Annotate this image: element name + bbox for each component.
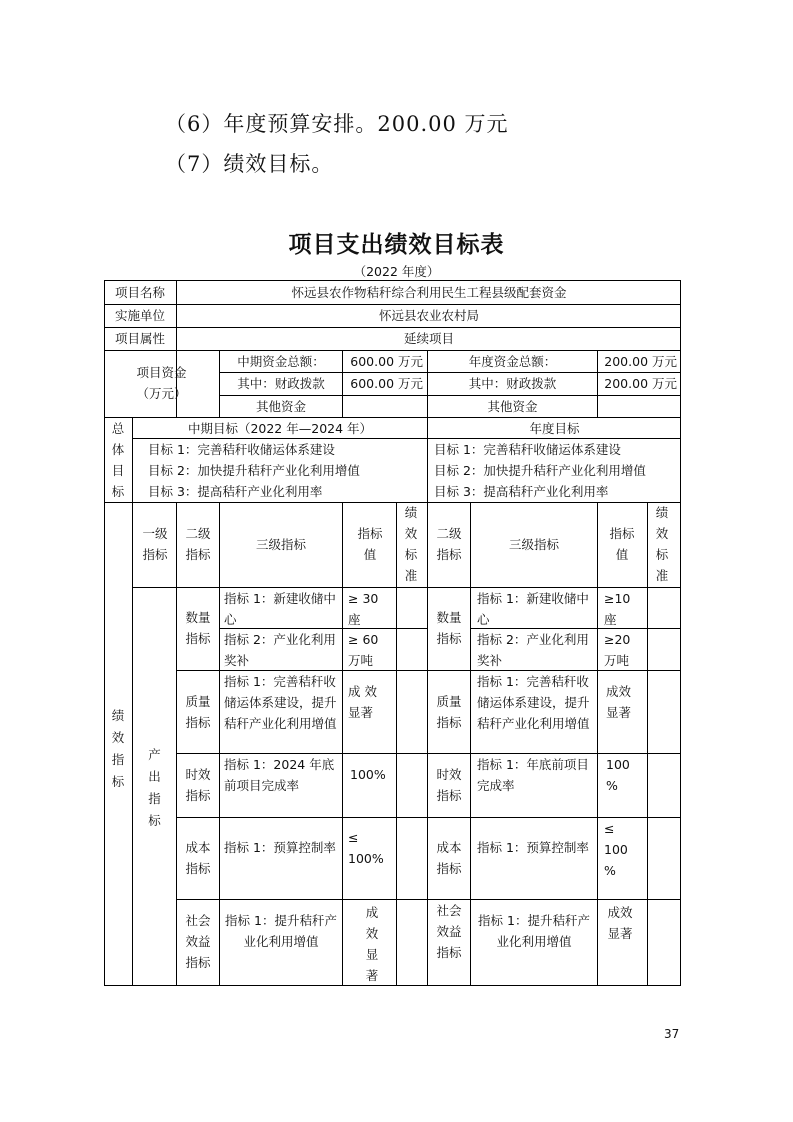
budget-paragraph: （6）年度预算安排。200.00 万元 bbox=[165, 112, 509, 136]
mid-level2-header: 二级指标 bbox=[185, 526, 211, 562]
unit-label: 实施单位 bbox=[114, 308, 165, 323]
mid-value-cell: 成 效 显 著 bbox=[365, 905, 379, 983]
goals-side-char: 目 bbox=[111, 463, 125, 478]
indicators-side-char: 标 bbox=[111, 774, 125, 789]
year-goal-header: 年度目标 bbox=[529, 421, 580, 436]
year-total-value: 200.00 万元 bbox=[604, 354, 677, 369]
indicators-side-char: 效 bbox=[111, 730, 125, 745]
unit-value: 怀远县农业农村局 bbox=[378, 308, 479, 323]
mid-value-cell: 100% bbox=[350, 767, 386, 782]
mid-level3-cell: 指标 1：提升秸秆产业化利用增值 bbox=[225, 913, 337, 949]
performance-goal-paragraph: （7）绩效目标。 bbox=[165, 152, 334, 176]
year-std-header: 绩效标准 bbox=[655, 505, 669, 583]
project-name-value: 怀远县农作物秸秆综合利用民生工程县级配套资金 bbox=[291, 285, 567, 300]
year-level3-header: 三级指标 bbox=[508, 537, 559, 552]
year-goal-item: 目标 3：提高秸秆产业化利用率 bbox=[434, 484, 609, 499]
mid-level3-cell: 指标 2：产业化利用奖补 bbox=[224, 632, 336, 668]
project-name-label: 项目名称 bbox=[114, 285, 165, 300]
mid-value-cell: ≥ 30 座 bbox=[348, 591, 379, 627]
level1-char: 指 bbox=[148, 791, 161, 806]
year-goal-item: 目标 1：完善秸秆收储运体系建设 bbox=[434, 442, 621, 457]
level1-header: 一级指标 bbox=[142, 526, 168, 562]
year-value-cell: 成效显著 bbox=[606, 684, 632, 720]
year-fiscal-value: 200.00 万元 bbox=[604, 376, 677, 391]
mid-total-label: 中期资金总额： bbox=[237, 354, 325, 369]
funds-label: 项目资金 bbox=[136, 365, 187, 380]
year-other-label: 其他资金 bbox=[487, 399, 538, 414]
mid-level2-cell: 质量指标 bbox=[185, 694, 211, 730]
mid-goal-header: 中期目标（2022 年—2024 年） bbox=[187, 421, 373, 436]
attr-value: 延续项目 bbox=[403, 331, 454, 346]
mid-level2-cell: 社会效益指标 bbox=[185, 913, 211, 970]
table-year: （2022 年度） bbox=[353, 264, 440, 279]
year-value-cell: ≥10 座 bbox=[604, 591, 631, 627]
year-value-cell: ≥20 万吨 bbox=[604, 632, 631, 668]
year-level2-cell: 质量指标 bbox=[436, 694, 462, 730]
year-level3-cell: 指标 1：年底前项目完成率 bbox=[477, 757, 589, 793]
mid-level3-cell: 指标 1：预算控制率 bbox=[224, 840, 336, 855]
level1-char: 产 bbox=[148, 747, 161, 762]
level1-char: 标 bbox=[148, 813, 161, 828]
goals-side-char: 总 bbox=[111, 421, 125, 436]
year-level2-header: 二级指标 bbox=[436, 526, 462, 562]
mid-level3-header: 三级指标 bbox=[255, 537, 306, 552]
year-goal-item: 目标 2：加快提升秸秆产业化利用增值 bbox=[434, 463, 646, 478]
mid-level3-cell: 指标 1：2024 年底前项目完成率 bbox=[224, 757, 335, 793]
mid-level2-cell: 时效指标 bbox=[185, 767, 211, 803]
year-total-label: 年度资金总额： bbox=[468, 354, 557, 369]
mid-other-label: 其他资金 bbox=[255, 399, 306, 414]
year-level3-cell: 指标 2：产业化利用奖补 bbox=[477, 632, 589, 668]
year-level3-cell: 指标 1：完善秸秆收储运体系建设，提升秸秆产业化利用增值 bbox=[477, 674, 590, 731]
mid-total-value: 600.00 万元 bbox=[350, 354, 423, 369]
year-level3-cell: 指标 1：预算控制率 bbox=[477, 840, 589, 855]
year-level3-cell: 指标 1：新建收储中心 bbox=[477, 591, 589, 627]
indicators-side-char: 绩 bbox=[111, 708, 125, 723]
level1-char: 出 bbox=[148, 769, 161, 784]
mid-level3-cell: 指标 1：新建收储中心 bbox=[224, 591, 336, 627]
year-value-header: 指标值 bbox=[609, 526, 635, 562]
mid-std-header: 绩效标准 bbox=[404, 505, 418, 583]
year-value-cell: ≤ 100 % bbox=[604, 821, 628, 878]
year-value-cell: 100 % bbox=[606, 757, 630, 793]
year-level2-cell: 社会效益指标 bbox=[436, 903, 462, 960]
mid-goal-item: 目标 1：完善秸秆收储运体系建设 bbox=[148, 442, 335, 457]
mid-value-cell: ≤ 100% bbox=[348, 830, 384, 866]
year-value-cell: 成效显著 bbox=[607, 905, 633, 941]
mid-goal-item: 目标 3：提高秸秆产业化利用率 bbox=[148, 484, 323, 499]
mid-goal-item: 目标 2：加快提升秸秆产业化利用增值 bbox=[148, 463, 360, 478]
goals-side-char: 标 bbox=[111, 484, 125, 499]
funds-unit: （万元） bbox=[136, 386, 187, 401]
year-level2-cell: 时效指标 bbox=[436, 767, 462, 803]
year-level2-cell: 成本指标 bbox=[436, 840, 462, 876]
year-fiscal-label: 其中：财政拨款 bbox=[468, 376, 557, 391]
goals-side-char: 体 bbox=[111, 442, 125, 457]
page-number: 37 bbox=[664, 1027, 680, 1041]
mid-value-cell: 成 效 显著 bbox=[348, 684, 377, 720]
attr-label: 项目属性 bbox=[114, 331, 165, 346]
year-level3-cell: 指标 1：提升秸秆产业化利用增值 bbox=[478, 913, 590, 949]
mid-level3-cell: 指标 1：完善秸秆收储运体系建设，提升秸秆产业化利用增值 bbox=[224, 674, 337, 731]
mid-level2-cell: 成本指标 bbox=[185, 840, 211, 876]
mid-level2-cell: 数量指标 bbox=[185, 610, 211, 646]
mid-value-cell: ≥ 60 万吨 bbox=[348, 632, 379, 668]
year-level2-cell: 数量指标 bbox=[436, 610, 462, 646]
mid-value-header: 指标值 bbox=[357, 526, 383, 562]
indicators-side-char: 指 bbox=[111, 752, 125, 767]
mid-fiscal-value: 600.00 万元 bbox=[350, 376, 423, 391]
table-title: 项目支出绩效目标表 bbox=[288, 232, 505, 258]
mid-fiscal-label: 其中：财政拨款 bbox=[237, 376, 325, 391]
